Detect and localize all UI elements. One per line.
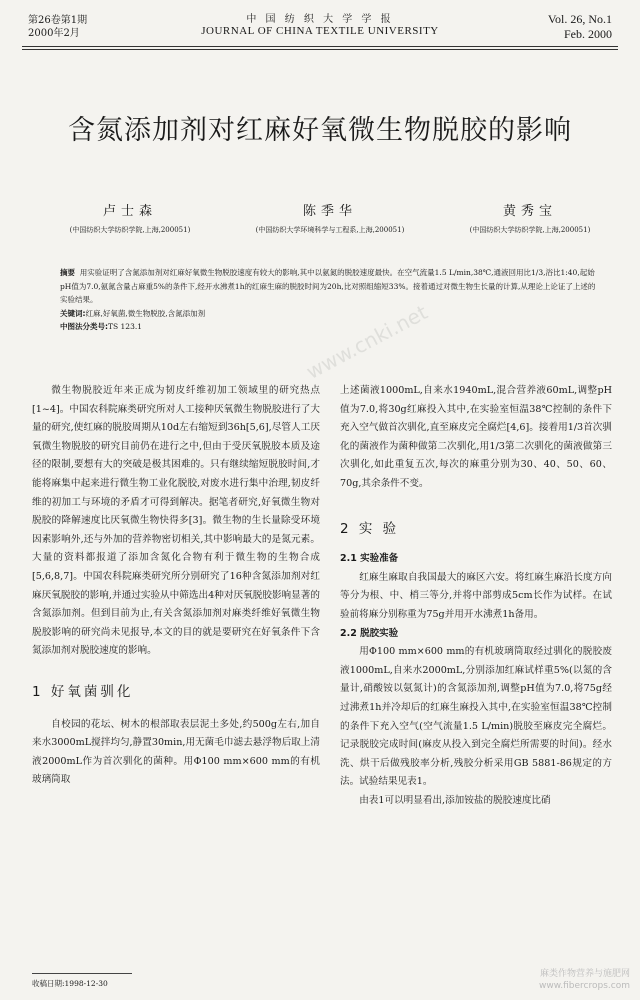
cnki-watermark: www.cnki.net: [302, 300, 432, 384]
classification-label: 中图法分类号:: [60, 322, 108, 331]
section-1-heading: 1 好氧菌驯化: [32, 683, 134, 700]
received-date: 收稿日期:1998-12-30: [32, 979, 108, 988]
intro-paragraph: 微生物脱胶近年来正成为韧皮纤维初加工领域里的研究热点[1~4]。中国农科院麻类研究所对人工接种厌氧微生物脱胶进行了大量的研究,使红麻的脱胶周期从10d左右缩短到36h[5,6],尽管人工厌氧微生物脱胶的研究目前仍在进行之中,但由于受厌氧脱胶本质及途径的限制,要想有大的突破是极其困难的。只有继续缩短脱胶时间,才能将麻集中起来进行微生物工业化脱胶,对废水进行集中治理,韧皮纤维的初加工与环境的矛盾才可得到解决。据笔者研究,好氧微生物对脱胶的降解速度比厌氧微生物快得多[3]。微生物的生长量除受环境因素影响外,还与外加的营养物密切相关,其中影响最大的是氮元素。大量的资料都报道了添加含氮化合物有利于微生物的生物合成[5,6,8,7]。中国农科院麻类研究所分别研究了16种含氮添加剂对红麻厌氧脱胶的影响,并通过实验从中筛选出4种对厌氧脱胶影响显著的含氮添加剂。但到目前为止,有关含氮添加剂对麻类纤维好氧微生物脱胶影响的研究尚未见报导,本文的目的就是要研究在好氧条件下含氮添加剂对脱胶速度的影响。: [32, 385, 320, 657]
author-name: 黄秀宝: [502, 204, 557, 219]
date-en: Feb. 2000: [564, 27, 612, 41]
date-cn: 2000年2月: [28, 28, 80, 39]
volume-cn: 第26卷第1期: [28, 15, 88, 26]
journal-name: [190, 10, 450, 37]
journal-name-cn: 中 国 纺 织 大 学 学 报: [246, 14, 394, 25]
volume-en: Vol. 26, No.1: [547, 12, 612, 26]
header-rule: [22, 46, 618, 47]
keywords: [60, 307, 600, 321]
author-3: [440, 200, 620, 235]
author-affiliation: (中国纺织大学纺织学院,上海,200051): [69, 226, 191, 234]
abstract-text: 用实验证明了含氮添加剂对红麻好氧微生物脱胶速度有较大的影响,其中以氨氮的脱胶速度最快。在空气流量1.5 L/min,38℃,通液回用比1/3,浴比1:40,起始pH值为7.0,氨氮含量占麻重5%的条件下,经开水沸煮1h的红麻生麻的脱胶时间为20h,比对照组缩短33%。接着通过对微生物生长量的计算,从理论上论证了上述的实验结果。: [60, 268, 596, 304]
keywords-text: 红麻,好氧菌,微生物脱胶,含氮添加剂: [85, 308, 206, 318]
site-watermark-url: www.fibercrops.com: [539, 981, 630, 991]
journal-name-en: JOURNAL OF CHINA TEXTILE UNIVERSITY: [201, 25, 439, 37]
author-1: [40, 200, 220, 235]
subsection-2-1-paragraph: 红麻生麻取自我国最大的麻区六安。将红麻生麻沿长度方向等分为根、中、梢三等分,并将中部剪成5cm长作为试样。在试验前将麻分别称重为75g并用开水沸煮1h备用。: [340, 571, 612, 620]
keywords-label: 关键词:: [60, 308, 86, 318]
journal-volume-en: [548, 12, 612, 42]
author-name: 卢士森: [102, 204, 157, 219]
abstract-label: 摘要: [60, 268, 75, 277]
author-affiliation: (中国纺织大学纺织学院,上海,200051): [469, 226, 591, 234]
subsection-2-2-heading: 2.2 脱胶实验: [340, 627, 399, 639]
left-column: [32, 382, 320, 790]
site-watermark: [539, 968, 630, 992]
subsection-2-1-heading: 2.1 实验准备: [340, 553, 399, 565]
abstract: [60, 266, 600, 307]
article-title: 含氮添加剂对红麻好氧微生物脱胶的影响: [68, 115, 572, 146]
abstract-block: [60, 266, 600, 334]
continued-paragraph: 上述菌液1000mL,自来水1940mL,混合营养液60mL,调整pH值为7.0,将30g红麻投入其中,在实验室恒温38℃控制的条件下充入空气做首次驯化,直至麻皮完全腐烂[4,6]。接着用1/3首次驯化的菌液作为菌种做第二次驯化,用1/3第二次驯化的菌液做第三次驯化,如此重复五次,每次的麻重分别为30、40、50、60、70g,其余条件不变。: [340, 385, 612, 489]
site-watermark-name: 麻类作物营养与施肥网: [539, 969, 630, 979]
author-affiliation: (中国纺织大学环境科学与工程系,上海,200051): [255, 226, 405, 234]
author-name: 陈季华: [302, 204, 357, 219]
section-2-heading: 2 实 验: [340, 520, 400, 537]
author-2: [220, 200, 440, 235]
right-column: [340, 382, 612, 810]
subsection-2-2-paragraph: 用Φ100 mm×600 mm的有机玻璃筒取经过驯化的脱胶废液1000mL,自来水2000mL,分别添加红麻试样重5%(以氮的含量计,硝酸铵以氨氮计)的含氮添加剂,调整pH值为7.0,将75g经过沸煮1h并冷却后的红麻生麻投入其中,在实验室恒温38℃控制的条件下充入空气(空气流量1.5 L/min)脱胶至麻皮完全腐烂。记录脱胶完成时间(麻皮从投入到完全腐烂所需要的时间)。经水洗、烘干后做残胶率分析,残胶分析采用GB 5881-86规定的方法。试验结果见表1。: [340, 646, 612, 788]
subsection-2-2-paragraph-2: 由表1可以明显看出,添加铵盐的脱胶速度比硝: [359, 794, 551, 806]
classification-code: TS 123.1: [108, 322, 142, 331]
classification: [60, 320, 600, 334]
footnote-rule: [32, 973, 132, 974]
header-rule-thin: [22, 49, 618, 50]
section-1-paragraph: 自校园的花坛、树木的根部取表层泥土多处,约500g左右,加自来水3000mL搅拌均匀,静置30min,用无菌毛巾滤去悬浮物后取上清液2000mL作为首次驯化的菌种。用Φ100 mm×600 mm的有机玻璃筒取: [32, 718, 320, 786]
journal-issue-info: [28, 14, 87, 40]
